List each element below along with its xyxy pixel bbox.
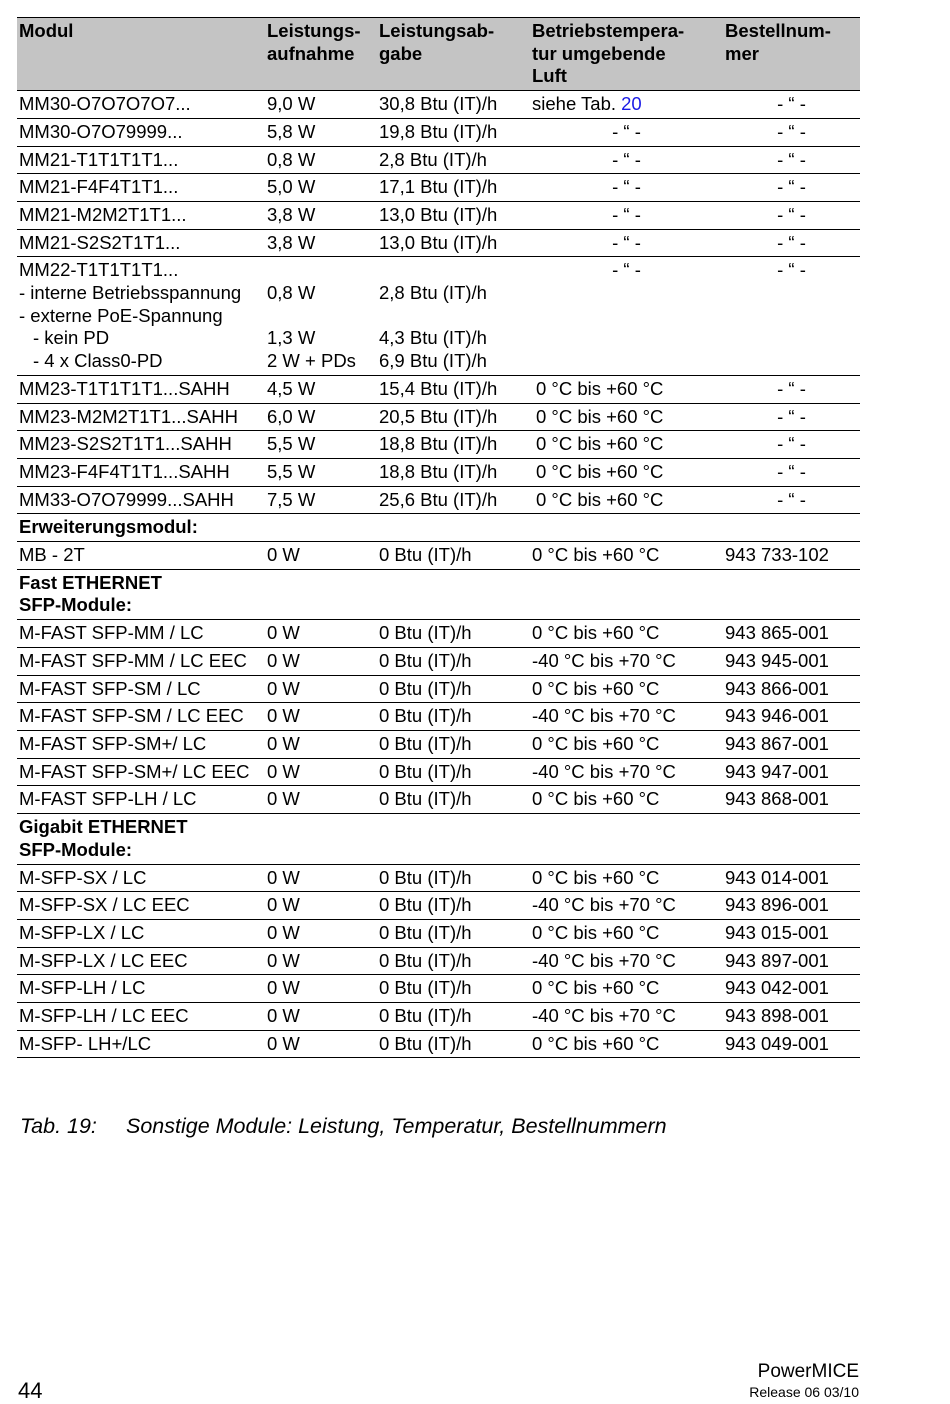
cell-aufnahme: 0 W — [265, 947, 377, 975]
cell-aufnahme: 9,0 W — [265, 91, 377, 119]
cell-bestellnummer: - “ - — [723, 91, 860, 119]
cell-temperatur: siehe Tab. 20 — [530, 91, 723, 119]
cell-abgabe: 0 Btu (IT)/h — [377, 730, 530, 758]
cell-abgabe: 0 Btu (IT)/h — [377, 786, 530, 814]
cell-modul: MM23-S2S2T1T1...SAHH — [17, 431, 265, 459]
cell-temperatur: 0 °C bis +60 °C — [530, 542, 723, 570]
cell-bestellnummer: - “ - — [723, 201, 860, 229]
cell-bestellnummer: - “ - — [723, 229, 860, 257]
cell-aufnahme: 0 W — [265, 975, 377, 1003]
cell-abgabe: 0 Btu (IT)/h — [377, 892, 530, 920]
table-row — [17, 786, 860, 814]
table-caption-text: Sonstige Module: Leistung, Temperatur, Bestellnummern — [126, 1114, 667, 1138]
footer-release: Release 06 03/10 — [749, 1384, 859, 1400]
header-modul: Modul — [17, 18, 265, 91]
table-header-row — [17, 18, 860, 91]
cell-bestellnummer: 943 049-001 — [723, 1030, 860, 1058]
cell-modul: MM21-S2S2T1T1... — [17, 229, 265, 257]
table-row — [17, 947, 860, 975]
cell-aufnahme: 0 W — [265, 703, 377, 731]
cell-modul: MM23-F4F4T1T1...SAHH — [17, 458, 265, 486]
cell-temperatur: -40 °C bis +70 °C — [530, 758, 723, 786]
section-heading-row — [17, 814, 860, 864]
cell-temperatur: - “ - — [530, 174, 723, 202]
cell-temperatur: - “ - — [530, 146, 723, 174]
cell-modul: M-SFP-LX / LC — [17, 919, 265, 947]
table-row — [17, 864, 860, 892]
cell-aufnahme: 0,8 W — [265, 146, 377, 174]
cell-temperatur: 0 °C bis +60 °C — [530, 486, 723, 514]
table-row — [17, 458, 860, 486]
section-heading-gigabit-ethernet: Gigabit ETHERNET SFP-Module: — [17, 814, 860, 864]
cell-bestellnummer: 943 042-001 — [723, 975, 860, 1003]
cell-temperatur: 0 °C bis +60 °C — [530, 375, 723, 403]
footer-product-name: PowerMICE — [757, 1361, 859, 1382]
cell-temperatur: -40 °C bis +70 °C — [530, 892, 723, 920]
cell-modul: MM30-O7O79999... — [17, 118, 265, 146]
cell-modul: MM21-T1T1T1T1... — [17, 146, 265, 174]
cell-abgabe: 15,4 Btu (IT)/h — [377, 375, 530, 403]
cell-bestellnummer: - “ - — [723, 174, 860, 202]
table-row — [17, 730, 860, 758]
cell-bestellnummer: 943 866-001 — [723, 675, 860, 703]
cell-aufnahme: 0 W — [265, 758, 377, 786]
cell-aufnahme: 0 W — [265, 647, 377, 675]
cell-temperatur: -40 °C bis +70 °C — [530, 703, 723, 731]
cell-aufnahme: 0 W — [265, 892, 377, 920]
table-row — [17, 647, 860, 675]
table-row — [17, 892, 860, 920]
table-row — [17, 486, 860, 514]
cell-bestellnummer: - “ - — [723, 375, 860, 403]
cell-modul: M-FAST SFP-SM / LC — [17, 675, 265, 703]
cell-bestellnummer: - “ - — [723, 146, 860, 174]
cell-abgabe: 13,0 Btu (IT)/h — [377, 201, 530, 229]
section-heading-fast-ethernet: Fast ETHERNET SFP-Module: — [17, 569, 860, 619]
cell-modul: MM23-T1T1T1T1...SAHH — [17, 375, 265, 403]
cell-modul: M-FAST SFP-SM / LC EEC — [17, 703, 265, 731]
cell-aufnahme: 4,5 W — [265, 375, 377, 403]
cell-abgabe: 0 Btu (IT)/h — [377, 620, 530, 648]
cell-temperatur: 0 °C bis +60 °C — [530, 975, 723, 1003]
table-row — [17, 403, 860, 431]
cell-abgabe: 2,8 Btu (IT)/h 4,3 Btu (IT)/h 6,9 Btu (IT)/h — [377, 257, 530, 376]
cell-abgabe: 0 Btu (IT)/h — [377, 919, 530, 947]
cell-aufnahme: 5,0 W — [265, 174, 377, 202]
table-row — [17, 675, 860, 703]
cell-abgabe: 0 Btu (IT)/h — [377, 1030, 530, 1058]
cell-abgabe: 18,8 Btu (IT)/h — [377, 458, 530, 486]
cell-abgabe: 25,6 Btu (IT)/h — [377, 486, 530, 514]
cell-modul: MM33-O7O79999...SAHH — [17, 486, 265, 514]
cell-bestellnummer: - “ - — [723, 431, 860, 459]
cell-modul: MM23-M2M2T1T1...SAHH — [17, 403, 265, 431]
cell-temperatur: - “ - — [530, 201, 723, 229]
cell-temperatur: - “ - — [530, 257, 723, 376]
cell-temperatur: 0 °C bis +60 °C — [530, 919, 723, 947]
header-leistungsabgabe: Leistungsab- gabe — [377, 18, 530, 91]
cell-modul: M-FAST SFP-SM+/ LC EEC — [17, 758, 265, 786]
cell-bestellnummer: - “ - — [723, 118, 860, 146]
header-leistungsaufnahme: Leistungs- aufnahme — [265, 18, 377, 91]
cell-aufnahme: 0 W — [265, 730, 377, 758]
cell-abgabe: 2,8 Btu (IT)/h — [377, 146, 530, 174]
cell-modul: MM21-M2M2T1T1... — [17, 201, 265, 229]
table-row — [17, 758, 860, 786]
cell-aufnahme: 3,8 W — [265, 229, 377, 257]
cell-aufnahme: 0 W — [265, 1030, 377, 1058]
cell-temperatur: -40 °C bis +70 °C — [530, 1003, 723, 1031]
cell-temperatur: 0 °C bis +60 °C — [530, 403, 723, 431]
cell-modul: M-FAST SFP-MM / LC — [17, 620, 265, 648]
cell-aufnahme: 0 W — [265, 919, 377, 947]
cell-modul: M-SFP-LX / LC EEC — [17, 947, 265, 975]
table-row — [17, 703, 860, 731]
cell-bestellnummer: 943 945-001 — [723, 647, 860, 675]
cell-aufnahme: 0 W — [265, 864, 377, 892]
cell-bestellnummer: - “ - — [723, 257, 860, 376]
cell-temperatur: - “ - — [530, 118, 723, 146]
cell-bestellnummer: - “ - — [723, 458, 860, 486]
cell-temperatur: 0 °C bis +60 °C — [530, 786, 723, 814]
header-bestellnummer: Bestellnum- mer — [723, 18, 860, 91]
cell-modul: M-FAST SFP-LH / LC — [17, 786, 265, 814]
cell-aufnahme: 7,5 W — [265, 486, 377, 514]
cell-abgabe: 0 Btu (IT)/h — [377, 975, 530, 1003]
cell-aufnahme: 6,0 W — [265, 403, 377, 431]
cell-abgabe: 19,8 Btu (IT)/h — [377, 118, 530, 146]
cell-modul: M-SFP- LH+/LC — [17, 1030, 265, 1058]
table-row — [17, 919, 860, 947]
section-heading-row — [17, 514, 860, 542]
cell-temperatur: - “ - — [530, 229, 723, 257]
table-row — [17, 91, 860, 119]
cell-abgabe: 18,8 Btu (IT)/h — [377, 431, 530, 459]
cell-modul: MM21-F4F4T1T1... — [17, 174, 265, 202]
cell-aufnahme: 0 W — [265, 542, 377, 570]
cell-temperatur: 0 °C bis +60 °C — [530, 864, 723, 892]
table-reference-link[interactable]: 20 — [621, 93, 642, 115]
cell-bestellnummer: - “ - — [723, 403, 860, 431]
cell-temperatur: 0 °C bis +60 °C — [530, 431, 723, 459]
table-row — [17, 118, 860, 146]
cell-modul: MM22-T1T1T1T1... - interne Betriebsspannung - externe PoE-Spannung - kein PD - 4 x Class0-PD — [17, 257, 265, 376]
section-heading-erweiterungsmodul: Erweiterungsmodul: — [17, 514, 860, 542]
cell-bestellnummer: 943 947-001 — [723, 758, 860, 786]
cell-aufnahme: 3,8 W — [265, 201, 377, 229]
cell-aufnahme: 0 W — [265, 620, 377, 648]
cell-bestellnummer: 943 898-001 — [723, 1003, 860, 1031]
table-row-mm22 — [17, 257, 860, 376]
cell-abgabe: 0 Btu (IT)/h — [377, 758, 530, 786]
cell-bestellnummer: 943 865-001 — [723, 620, 860, 648]
cell-bestellnummer: 943 868-001 — [723, 786, 860, 814]
cell-modul: M-SFP-SX / LC — [17, 864, 265, 892]
cell-aufnahme: 5,8 W — [265, 118, 377, 146]
cell-abgabe: 0 Btu (IT)/h — [377, 864, 530, 892]
cell-bestellnummer: 943 897-001 — [723, 947, 860, 975]
cell-aufnahme: 5,5 W — [265, 458, 377, 486]
cell-abgabe: 0 Btu (IT)/h — [377, 542, 530, 570]
cell-abgabe: 0 Btu (IT)/h — [377, 703, 530, 731]
cell-abgabe: 13,0 Btu (IT)/h — [377, 229, 530, 257]
cell-temperatur: 0 °C bis +60 °C — [530, 620, 723, 648]
cell-temperatur: 0 °C bis +60 °C — [530, 675, 723, 703]
section-heading-row — [17, 569, 860, 619]
cell-modul: M-FAST SFP-SM+/ LC — [17, 730, 265, 758]
cell-modul: M-SFP-LH / LC EEC — [17, 1003, 265, 1031]
cell-aufnahme: 0 W — [265, 786, 377, 814]
cell-bestellnummer: - “ - — [723, 486, 860, 514]
table-row — [17, 542, 860, 570]
cell-bestellnummer: 943 867-001 — [723, 730, 860, 758]
cell-modul: M-SFP-SX / LC EEC — [17, 892, 265, 920]
cell-bestellnummer: 943 014-001 — [723, 864, 860, 892]
cell-modul: MB - 2T — [17, 542, 265, 570]
cell-temperatur: 0 °C bis +60 °C — [530, 730, 723, 758]
table-row — [17, 620, 860, 648]
cell-modul: M-FAST SFP-MM / LC EEC — [17, 647, 265, 675]
cell-temperatur: -40 °C bis +70 °C — [530, 947, 723, 975]
header-betriebstemperatur: Betriebstempera- tur umgebende Luft — [530, 18, 723, 91]
cell-aufnahme: 0,8 W 1,3 W 2 W + PDs — [265, 257, 377, 376]
cell-temperatur: 0 °C bis +60 °C — [530, 458, 723, 486]
cell-temperatur: 0 °C bis +60 °C — [530, 1030, 723, 1058]
cell-temperatur: -40 °C bis +70 °C — [530, 647, 723, 675]
table-row — [17, 375, 860, 403]
cell-modul: MM30-O7O7O7O7... — [17, 91, 265, 119]
cell-bestellnummer: 943 896-001 — [723, 892, 860, 920]
cell-abgabe: 30,8 Btu (IT)/h — [377, 91, 530, 119]
table-row — [17, 1030, 860, 1058]
cell-bestellnummer: 943 733-102 — [723, 542, 860, 570]
table-row — [17, 229, 860, 257]
cell-abgabe: 20,5 Btu (IT)/h — [377, 403, 530, 431]
table-row — [17, 975, 860, 1003]
table-row — [17, 431, 860, 459]
table-row — [17, 201, 860, 229]
cell-modul: M-SFP-LH / LC — [17, 975, 265, 1003]
cell-abgabe: 0 Btu (IT)/h — [377, 647, 530, 675]
cell-abgabe: 0 Btu (IT)/h — [377, 947, 530, 975]
cell-abgabe: 0 Btu (IT)/h — [377, 675, 530, 703]
cell-abgabe: 0 Btu (IT)/h — [377, 1003, 530, 1031]
cell-abgabe: 17,1 Btu (IT)/h — [377, 174, 530, 202]
cell-bestellnummer: 943 946-001 — [723, 703, 860, 731]
table-row — [17, 146, 860, 174]
cell-aufnahme: 0 W — [265, 1003, 377, 1031]
page-number: 44 — [18, 1378, 43, 1403]
cell-aufnahme: 5,5 W — [265, 431, 377, 459]
table-row — [17, 174, 860, 202]
table-caption — [20, 1114, 667, 1139]
table-caption-number: Tab. 19: — [20, 1114, 97, 1138]
module-table — [17, 17, 860, 1058]
cell-aufnahme: 0 W — [265, 675, 377, 703]
cell-bestellnummer: 943 015-001 — [723, 919, 860, 947]
table-row — [17, 1003, 860, 1031]
